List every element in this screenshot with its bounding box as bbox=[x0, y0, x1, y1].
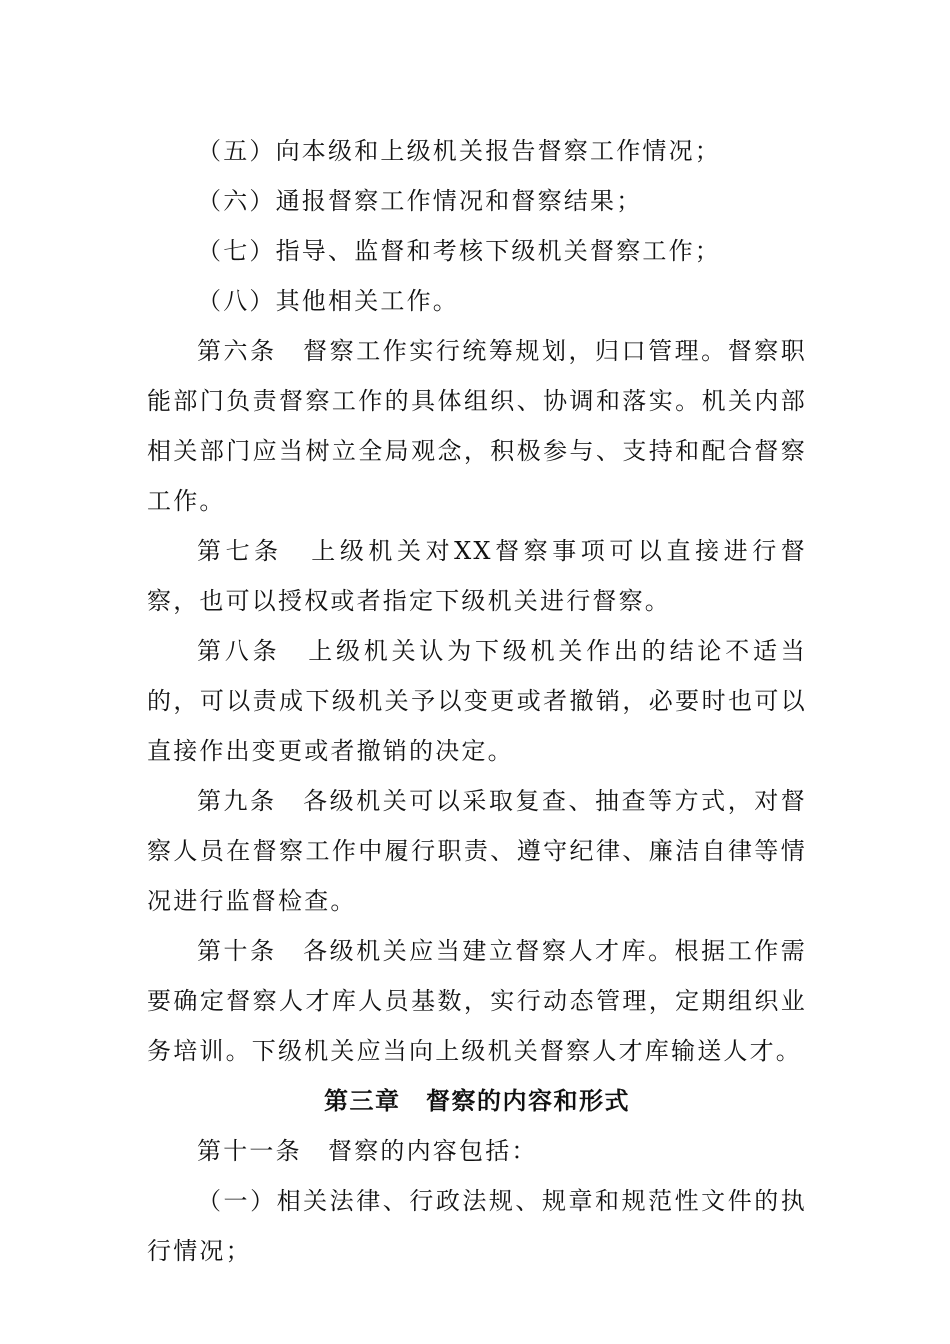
article-7: 第七条 上级机关对XX督察事项可以直接进行督察，也可以授权或者指定下级机关进行督察。 bbox=[147, 537, 807, 615]
list-item-8: （八）其他相关工作。 bbox=[197, 287, 459, 315]
article-11: 第十一条 督察的内容包括： bbox=[197, 1137, 538, 1165]
list-item-5: （五）向本级和上级机关报告督察工作情况； bbox=[197, 137, 721, 165]
article-9: 第九条 各级机关可以采取复查、抽查等方式，对督察人员在督察工作中履行职责、遵守纪律、廉洁自律等情况进行监督检查。 bbox=[147, 787, 807, 915]
chapter-heading: 第三章 督察的内容和形式 bbox=[324, 1087, 630, 1115]
document-body bbox=[147, 126, 807, 1276]
article-8: 第八条 上级机关认为下级机关作出的结论不适当的，可以责成下级机关予以变更或者撤销，必要时也可以直接作出变更或者撤销的决定。 bbox=[147, 637, 807, 765]
list-item-1: （一）相关法律、行政法规、规章和规范性文件的执行情况； bbox=[147, 1187, 807, 1265]
article-6: 第六条 督察工作实行统筹规划，归口管理。督察职能部门负责督察工作的具体组织、协调和落实。机关内部相关部门应当树立全局观念，积极参与、支持和配合督察工作。 bbox=[147, 337, 807, 515]
list-item-7: （七）指导、监督和考核下级机关督察工作； bbox=[197, 237, 721, 265]
list-item-6: （六）通报督察工作情况和督察结果； bbox=[197, 187, 643, 215]
article-10: 第十条 各级机关应当建立督察人才库。根据工作需要确定督察人才库人员基数，实行动态管理，定期组织业务培训。下级机关应当向上级机关督察人才库输送人才。 bbox=[147, 937, 807, 1065]
